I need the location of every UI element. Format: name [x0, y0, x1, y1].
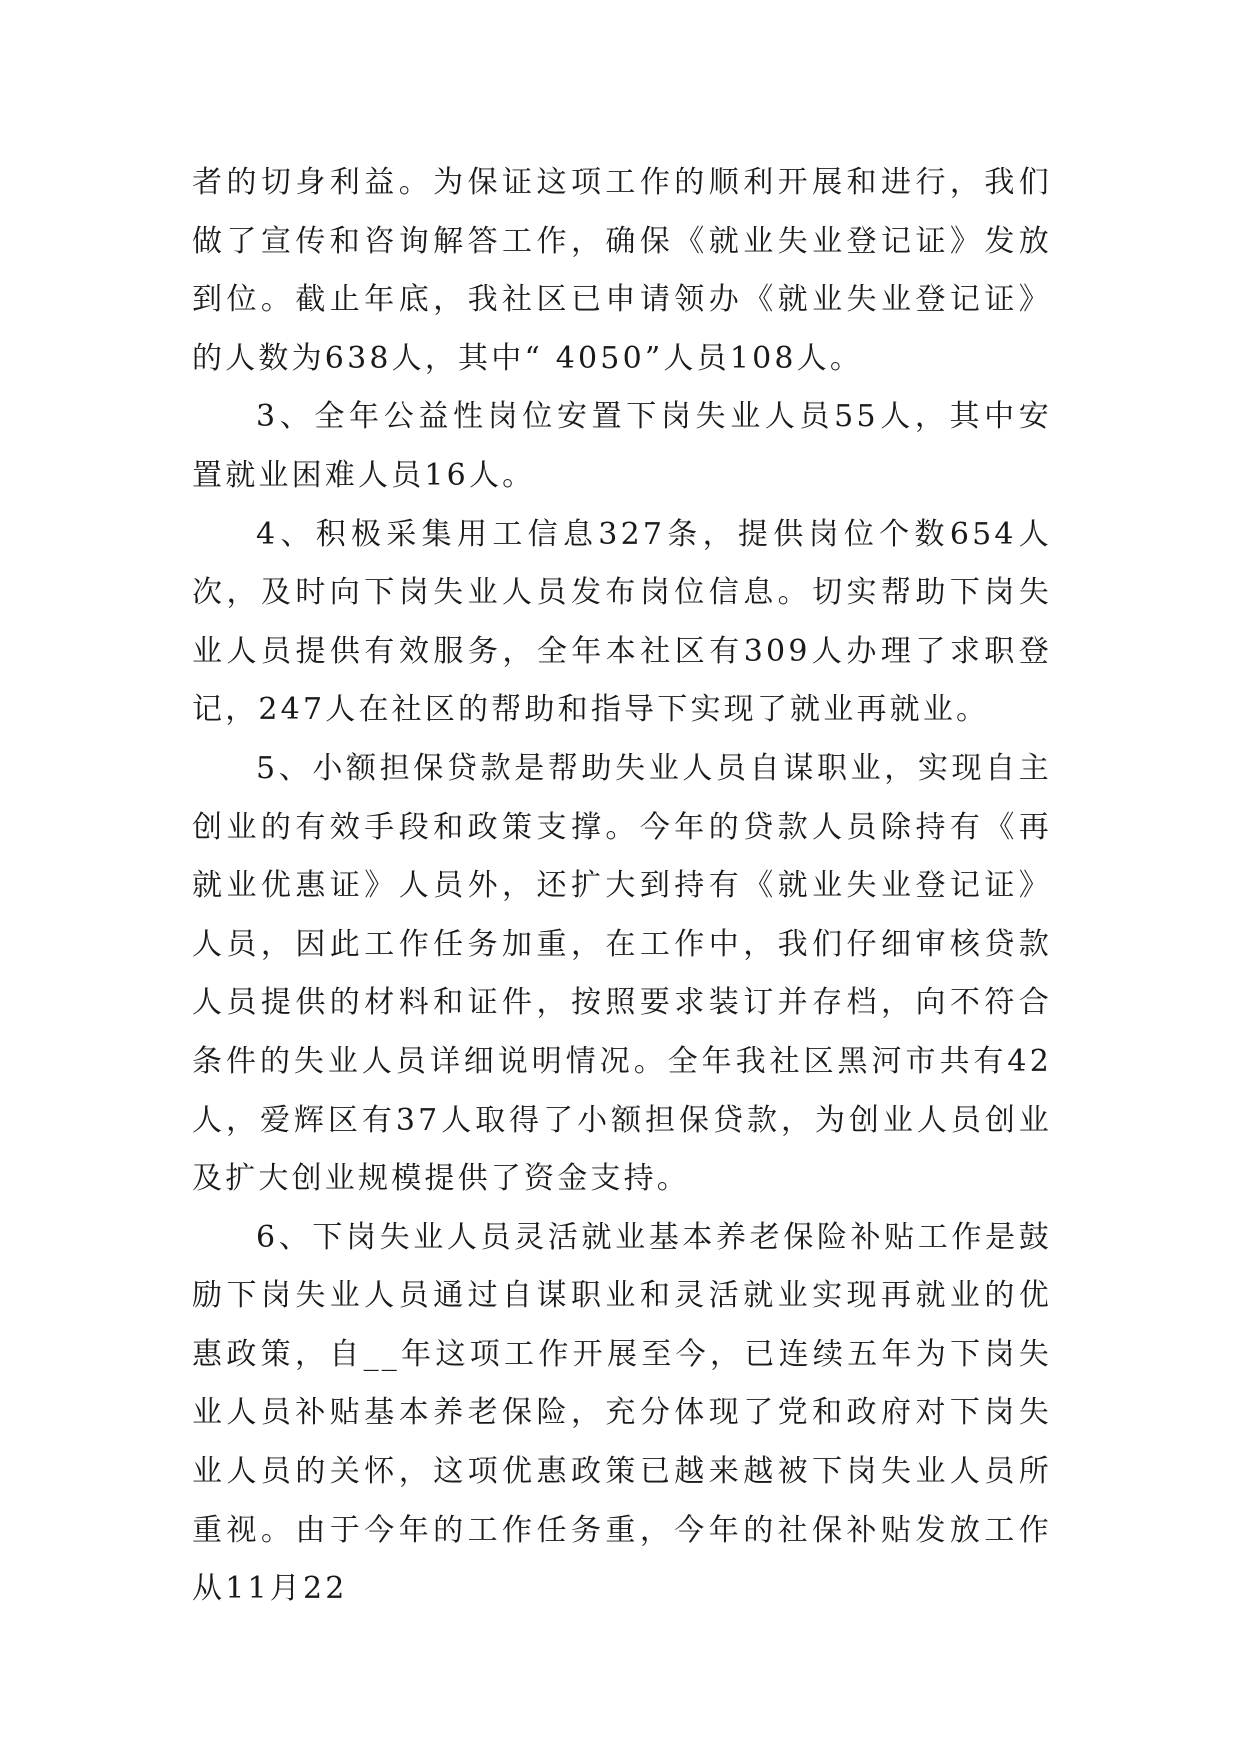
paragraph-item-4: 4、积极采集用工信息327条，提供岗位个数654人次，及时向下岗失业人员发布岗位信息。切实帮助下岗失业人员提供有效服务，全年本社区有309人办理了求职登记，247人在社区的帮助和指导下实现了就业再就业。 — [192, 516, 1052, 728]
paragraph-item-5: 5、小额担保贷款是帮助失业人员自谋职业，实现自主创业的有效手段和政策支撑。今年的贷款人员除持有《再就业优惠证》人员外，还扩大到持有《就业失业登记证》人员，因此工作任务加重，在工作中，我们仔细审核贷款人员提供的材料和证件，按照要求装订并存档，向不符合条件的失业人员详细说明情况。全年我社区黑河市共有42人，爱辉区有37人取得了小额担保贷款，为创业人员创业及扩大创业规模提供了资金支持。 — [192, 750, 1052, 1197]
paragraph-1: 者的切身利益。为保证这项工作的顺利开展和进行，我们做了宣传和咨询解答工作，确保《就业失业登记证》发放到位。截止年底，我社区已申请领办《就业失业登记证》的人数为638人，其中“ 4050”人员108人。 — [192, 165, 1052, 376]
document-body — [192, 154, 1052, 1619]
paragraph-item-3: 3、全年公益性岗位安置下岗失业人员55人，其中安置就业困难人员16人。 — [192, 399, 1052, 493]
paragraph-item-6: 6、下岗失业人员灵活就业基本养老保险补贴工作是鼓励下岗失业人员通过自谋职业和灵活就业实现再就业的优惠政策，自__年这项工作开展至今，已连续五年为下岗失业人员补贴基本养老保险，充分体现了党和政府对下岗失业人员的关怀，这项优惠政策已越来越被下岗失业人员所重视。由于今年的工作任务重，今年的社保补贴发放工作从11月22 — [192, 1219, 1052, 1607]
